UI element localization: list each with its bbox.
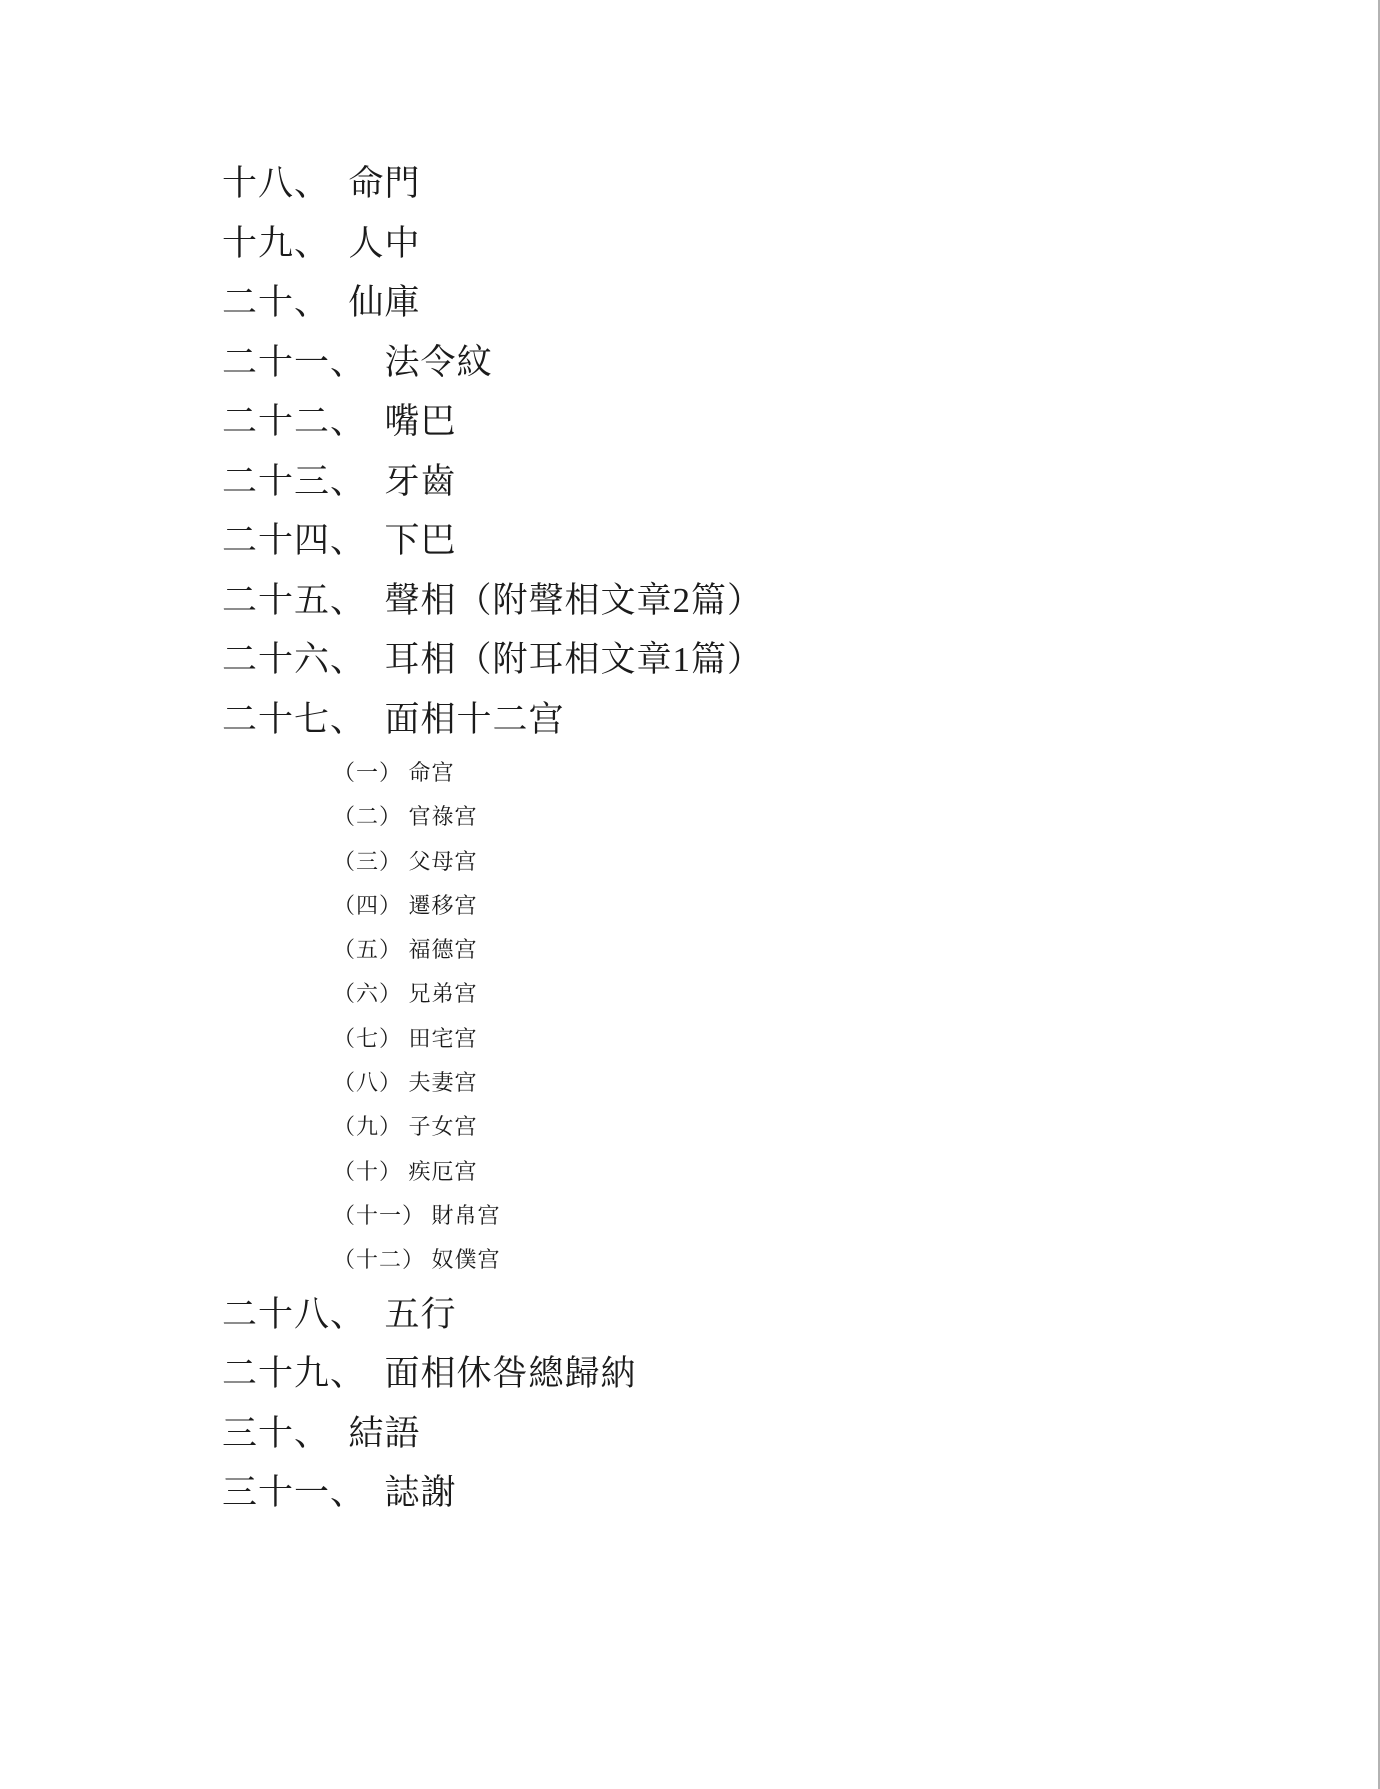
- toc-subitem-3: （三） 父母宫: [333, 848, 478, 874]
- toc-sub-group-twelve-palaces: [222, 751, 763, 1283]
- toc-item-29: 二十九、 面相休咎總歸納: [222, 1354, 637, 1394]
- toc-subitem-5: （五） 福德宫: [333, 937, 478, 963]
- table-of-contents: [222, 154, 763, 1523]
- toc-main-group-bottom: [222, 1285, 763, 1523]
- toc-subitem-4: （四） 遷移宫: [333, 892, 478, 918]
- toc-subitem-1: （一） 命宫: [333, 760, 455, 785]
- toc-subitem-6: （六） 兄弟宫: [333, 981, 478, 1007]
- toc-item-24: 二十四、 下巴: [222, 521, 457, 560]
- toc-item-22: 二十二、 嘴巴: [222, 402, 457, 441]
- toc-subitem-10: （十） 疾厄宫: [333, 1158, 478, 1184]
- toc-item-18: 十八、 命門: [222, 164, 421, 203]
- toc-subitem-7: （七） 田宅宫: [333, 1025, 478, 1051]
- toc-item-25: 二十五、 聲相（附聲相文章2篇）: [222, 580, 764, 620]
- toc-main-group-top: [222, 154, 763, 749]
- toc-item-20: 二十、 仙庫: [222, 283, 421, 322]
- toc-item-30: 三十、 結語: [222, 1413, 421, 1453]
- toc-item-19: 十九、 人中: [222, 223, 421, 263]
- toc-subitem-9: （九） 子女宫: [333, 1114, 478, 1140]
- toc-item-27: 二十七、 面相十二宫: [222, 699, 565, 739]
- toc-item-31: 三十一、 誌謝: [222, 1473, 457, 1513]
- toc-item-21: 二十一、 法令紋: [222, 342, 493, 382]
- toc-subitem-11: （十一） 財帛宫: [333, 1202, 501, 1228]
- toc-subitem-12: （十二） 奴僕宫: [333, 1247, 501, 1273]
- toc-item-23: 二十三、 牙齒: [222, 461, 457, 501]
- toc-subitem-2: （二） 官祿宫: [333, 804, 478, 830]
- toc-item-28: 二十八、 五行: [222, 1294, 457, 1334]
- toc-item-26: 二十六、 耳相（附耳相文章1篇）: [222, 640, 764, 679]
- toc-subitem-8: （八） 夫妻宫: [333, 1070, 478, 1096]
